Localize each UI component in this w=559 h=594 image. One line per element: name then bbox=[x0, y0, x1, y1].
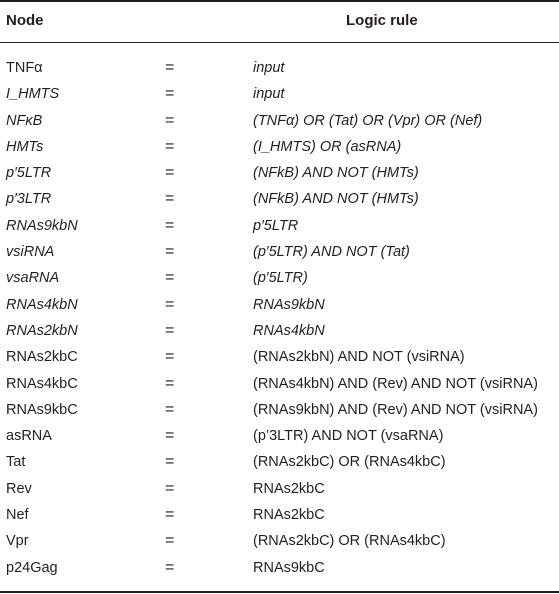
equals-cell: = bbox=[165, 190, 175, 208]
table-row bbox=[0, 528, 559, 554]
table-row bbox=[0, 213, 559, 239]
node-cell: RNAs9kbC bbox=[6, 401, 78, 418]
node-cell: RNAs2kbN bbox=[6, 322, 78, 339]
rule-cell: (NFkB) AND NOT (HMTs) bbox=[253, 165, 419, 182]
header-node: Node bbox=[6, 12, 44, 29]
node-cell: p′5LTR bbox=[6, 165, 52, 182]
equals-cell: = bbox=[165, 400, 175, 418]
node-cell: asRNA bbox=[6, 428, 52, 445]
table-row bbox=[0, 371, 559, 397]
table-row bbox=[0, 476, 559, 502]
equals-cell: = bbox=[165, 295, 175, 313]
rule-cell: (RNAs2kbN) AND NOT (vsiRNA) bbox=[253, 349, 465, 366]
rule-cell: (p′5LTR) bbox=[253, 270, 308, 287]
rule-cell: RNAs2kbC bbox=[253, 480, 325, 497]
equals-cell: = bbox=[165, 111, 175, 129]
rule-cell: RNAs9kbC bbox=[253, 559, 325, 576]
node-cell: NFκB bbox=[6, 112, 43, 129]
equals-cell: = bbox=[165, 59, 175, 76]
node-cell: Nef bbox=[6, 507, 29, 524]
node-cell: RNAs2kbC bbox=[6, 349, 78, 366]
table-row bbox=[0, 265, 559, 291]
table-row bbox=[0, 81, 559, 107]
rule-cell: RNAs2kbC bbox=[253, 507, 325, 524]
rule-cell: (RNAs4kbN) AND (Rev) AND NOT (vsiRNA) bbox=[253, 375, 538, 392]
rule-cell: RNAs4kbN bbox=[253, 322, 325, 339]
table-row bbox=[0, 555, 559, 581]
rule-cell: RNAs9kbN bbox=[253, 296, 325, 313]
equals-cell: = bbox=[165, 479, 175, 497]
table-row bbox=[0, 239, 559, 265]
equals-cell: = bbox=[165, 374, 175, 392]
equals-cell: = bbox=[165, 558, 175, 576]
table-row bbox=[0, 423, 559, 449]
rule-cell: (RNAs2kbC) OR (RNAs4kbC) bbox=[253, 533, 446, 550]
rule-cell: (RNAs2kbC) OR (RNAs4kbC) bbox=[253, 454, 446, 471]
equals-cell: = bbox=[165, 164, 175, 182]
node-cell: RNAs4kbN bbox=[6, 296, 78, 313]
rule-cell: (RNAs9kbN) AND (Rev) AND NOT (vsiRNA) bbox=[253, 401, 538, 418]
table-body bbox=[0, 55, 559, 581]
rule-cell: (p′5LTR) AND NOT (Tat) bbox=[253, 244, 410, 261]
equals-cell: = bbox=[165, 85, 175, 103]
rule-cell: (p’3LTR) AND NOT (vsaRNA) bbox=[253, 428, 444, 445]
table-row bbox=[0, 186, 559, 212]
equals-cell: = bbox=[165, 348, 175, 366]
table-row bbox=[0, 160, 559, 186]
rule-cell: (NFkB) AND NOT (HMTs) bbox=[253, 191, 419, 208]
node-cell: RNAs9kbN bbox=[6, 217, 78, 234]
header-logic-rule: Logic rule bbox=[346, 12, 418, 29]
node-cell: p′3LTR bbox=[6, 191, 52, 208]
node-cell: Tat bbox=[6, 454, 26, 471]
table-header-rule bbox=[0, 42, 559, 43]
equals-cell: = bbox=[165, 137, 175, 155]
equals-cell: = bbox=[165, 321, 175, 339]
table-row bbox=[0, 397, 559, 423]
node-cell: Vpr bbox=[6, 533, 29, 550]
equals-cell: = bbox=[165, 216, 175, 234]
equals-cell: = bbox=[165, 427, 175, 445]
table-row bbox=[0, 134, 559, 160]
equals-cell: = bbox=[165, 506, 175, 524]
node-cell: p24Gag bbox=[6, 559, 58, 576]
node-cell: vsiRNA bbox=[6, 244, 55, 261]
table-row bbox=[0, 344, 559, 370]
equals-cell: = bbox=[165, 243, 175, 261]
rule-cell: p′5LTR bbox=[253, 217, 299, 234]
node-cell: RNAs4kbC bbox=[6, 375, 78, 392]
rule-cell: (I_HMTS) OR (asRNA) bbox=[253, 138, 402, 155]
table-row bbox=[0, 318, 559, 344]
equals-cell: = bbox=[165, 532, 175, 550]
node-cell: I_HMTS bbox=[6, 86, 60, 103]
rule-cell: input bbox=[253, 60, 285, 76]
table-row bbox=[0, 449, 559, 475]
rule-cell: input bbox=[253, 86, 285, 103]
table-row bbox=[0, 292, 559, 318]
equals-cell: = bbox=[165, 269, 175, 287]
rule-cell: (TNFα) OR (Tat) OR (Vpr) OR (Nef) bbox=[253, 112, 483, 129]
node-cell: TNFα bbox=[6, 60, 43, 76]
table-row bbox=[0, 108, 559, 134]
node-cell: HMTs bbox=[6, 138, 44, 155]
node-cell: vsaRNA bbox=[6, 270, 60, 287]
node-cell: Rev bbox=[6, 480, 32, 497]
table-row bbox=[0, 502, 559, 528]
table-header bbox=[0, 0, 559, 42]
equals-cell: = bbox=[165, 453, 175, 471]
table-bottom-rule bbox=[0, 591, 559, 593]
table-row bbox=[0, 55, 559, 81]
